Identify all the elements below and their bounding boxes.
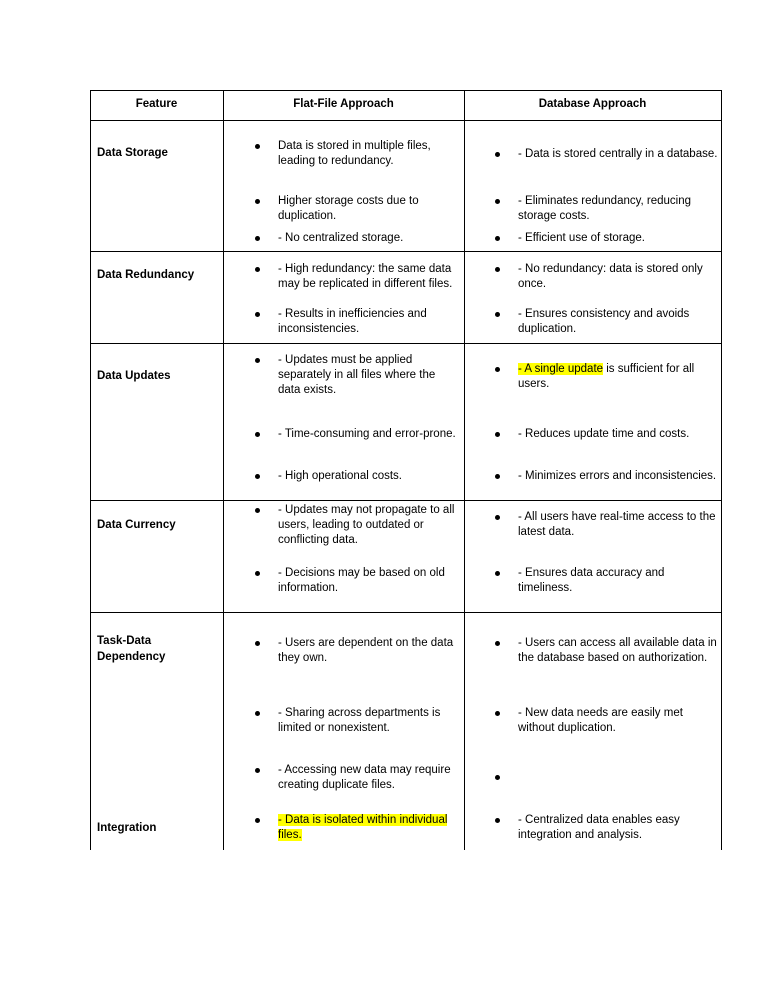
bullet-icon (495, 474, 500, 479)
text-line: once. (518, 278, 547, 290)
bullet-icon (495, 152, 500, 157)
flat-bullet-text (278, 636, 453, 666)
text-line: may be replicated in different files. (278, 278, 453, 290)
flat-bullet-text (278, 262, 452, 292)
bullet-icon (495, 711, 500, 716)
bullet-icon (255, 432, 260, 437)
db-bullet-text (518, 194, 691, 224)
db-bullet-text (518, 307, 689, 337)
text-line: duplication. (278, 210, 337, 222)
text-line: integration and analysis. (518, 829, 643, 841)
feature-label (97, 145, 217, 161)
text-line: - Sharing across departments is (278, 707, 441, 719)
bullet-icon (495, 775, 500, 780)
text-line: - Users can access all available data in (518, 637, 717, 649)
header-database: Database Approach (538, 98, 647, 110)
text-line: data exists. (278, 384, 337, 396)
row-border (90, 251, 722, 252)
feature-line: Data Storage (97, 147, 168, 159)
feature-label (97, 267, 217, 283)
bullet-icon (495, 312, 500, 317)
flat-bullet-text (278, 763, 451, 793)
text-line: creating duplicate files. (278, 779, 395, 791)
flat-bullet-text (278, 427, 456, 442)
db-bullet-text (518, 262, 703, 292)
feature-line: Integration (97, 822, 157, 834)
feature-label (97, 820, 217, 836)
bullet-icon (495, 571, 500, 576)
text-line: users. (518, 378, 550, 390)
feature-label (97, 368, 217, 384)
flat-bullet-text (278, 706, 440, 736)
text-line: - New data needs are easily met (518, 707, 683, 719)
text-line: timeliness. (518, 582, 573, 594)
text-line: - Ensures data accuracy and (518, 567, 665, 579)
db-bullet-text (518, 469, 716, 484)
bullet-icon (495, 515, 500, 520)
feature-label (97, 517, 217, 533)
header-feature: Feature (135, 98, 178, 110)
row-border (90, 612, 722, 613)
text-line: - Results in inefficiencies and (278, 308, 427, 320)
text-line: without duplication. (518, 722, 616, 734)
text-line: - All users have real-time access to the (518, 511, 716, 523)
text-line: - Ensures consistency and avoids (518, 308, 690, 320)
bullet-icon (255, 818, 260, 823)
text-line: users, leading to outdated or (278, 519, 424, 531)
flat-bullet-text (278, 139, 431, 169)
bullet-icon (255, 144, 260, 149)
text-line: information. (278, 582, 339, 594)
text-line: - Efficient use of storage. (518, 232, 645, 244)
text-line: - High operational costs. (278, 470, 403, 482)
text-line: inconsistencies. (278, 323, 360, 335)
bullet-icon (255, 236, 260, 241)
bullet-icon (255, 571, 260, 576)
feature-label (97, 633, 217, 665)
text-line: - Centralized data enables easy (518, 814, 680, 826)
db-bullet-text (518, 231, 645, 246)
column-divider (464, 90, 465, 850)
text-line (518, 362, 694, 377)
db-bullet-text (518, 706, 683, 736)
flat-bullet-text (278, 566, 445, 596)
bullet-icon (255, 312, 260, 317)
table-top-border (90, 90, 722, 91)
bullet-icon (495, 236, 500, 241)
text-line: - No redundancy: data is stored only (518, 263, 703, 275)
flat-bullet-text (278, 194, 419, 224)
text-line: - Updates must be applied (278, 354, 413, 366)
feature-line: Data Redundancy (97, 269, 195, 281)
text-line: - Users are dependent on the data (278, 637, 454, 649)
text-line: - Decisions may be based on old (278, 567, 445, 579)
text-line: Data is stored in multiple files, (278, 140, 431, 152)
highlighted-text: - Data is isolated within individual (278, 814, 448, 826)
bullet-icon (255, 199, 260, 204)
text-line: latest data. (518, 526, 575, 538)
row-border (90, 500, 722, 501)
bullet-icon (495, 818, 500, 823)
text-line: conflicting data. (278, 534, 358, 546)
bullet-icon (495, 367, 500, 372)
row-border (90, 343, 722, 344)
db-bullet-text (518, 566, 664, 596)
db-bullet-text (518, 510, 716, 540)
text-line: - Accessing new data may require (278, 764, 451, 776)
text-line: the database based on authorization. (518, 652, 708, 664)
text-line: duplication. (518, 323, 577, 335)
header-bottom-border (90, 120, 722, 121)
feature-line: Data Currency (97, 519, 176, 531)
flat-bullet-text (278, 813, 447, 843)
table-right-border (721, 90, 722, 850)
text-line: storage costs. (518, 210, 590, 222)
header-flat-file: Flat-File Approach (293, 98, 394, 110)
bullet-icon (255, 358, 260, 363)
feature-line: Data Updates (97, 370, 171, 382)
flat-bullet-text (278, 353, 435, 398)
feature-line: Task-Data (97, 635, 152, 647)
bullet-icon (255, 474, 260, 479)
table-left-border (90, 90, 91, 850)
db-bullet-text (518, 636, 717, 666)
text-line: - Data is stored centrally in a database. (518, 148, 718, 160)
text-line (278, 828, 447, 843)
flat-bullet-text (278, 469, 402, 484)
text-line: leading to redundancy. (278, 155, 394, 167)
bullet-icon (255, 768, 260, 773)
text-line: - Minimizes errors and inconsistencies. (518, 470, 717, 482)
text-line: - No centralized storage. (278, 232, 404, 244)
text-line: - Reduces update time and costs. (518, 428, 690, 440)
bullet-icon (495, 641, 500, 646)
text-line: limited or nonexistent. (278, 722, 390, 734)
text-line: - High redundancy: the same data (278, 263, 452, 275)
flat-bullet-text (278, 307, 427, 337)
db-bullet-text (518, 147, 717, 162)
text-line: separately in all files where the (278, 369, 436, 381)
text-line (278, 813, 447, 828)
feature-line: Dependency (97, 651, 166, 663)
text-rest: is sufficient for all (603, 363, 695, 375)
text-line: they own. (278, 652, 328, 664)
bullet-icon (255, 641, 260, 646)
highlighted-text: - A single update (518, 363, 604, 375)
bullet-icon (255, 508, 260, 513)
bullet-icon (255, 711, 260, 716)
bullet-icon (495, 432, 500, 437)
bullet-icon (255, 267, 260, 272)
db-bullet-text (518, 427, 689, 442)
flat-bullet-text (278, 231, 403, 246)
highlighted-text: files. (278, 829, 302, 841)
db-bullet-text (518, 362, 694, 392)
bullet-icon (495, 199, 500, 204)
text-line: Higher storage costs due to (278, 195, 419, 207)
flat-bullet-text (278, 503, 454, 548)
bullet-icon (495, 267, 500, 272)
column-divider (223, 90, 224, 850)
text-line: - Updates may not propagate to all (278, 504, 455, 516)
text-line: - Time-consuming and error-prone. (278, 428, 456, 440)
text-line: - Eliminates redundancy, reducing (518, 195, 692, 207)
db-bullet-text (518, 813, 680, 843)
